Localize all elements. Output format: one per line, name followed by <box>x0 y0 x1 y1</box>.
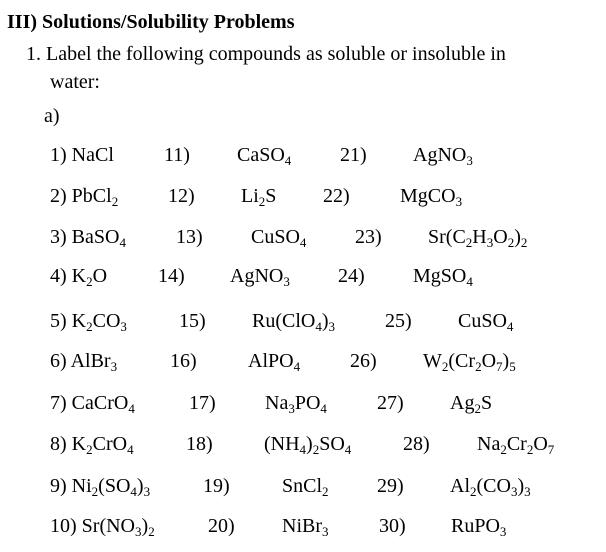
item-number: 27) <box>377 392 404 414</box>
item-number: 15) <box>179 310 206 332</box>
formula-subscript: 3 <box>510 484 518 499</box>
formula-subscript: 4 <box>130 484 137 499</box>
formula-text: CuSO <box>251 226 300 248</box>
formula-subscript: 4 <box>127 442 134 457</box>
compound-row <box>0 433 606 463</box>
item-number: 5) <box>50 310 72 332</box>
formula-subscript: 7 <box>496 359 503 374</box>
compound-formula <box>72 144 114 166</box>
compound-formula <box>241 185 276 208</box>
formula-text: PbCl <box>71 185 112 207</box>
formula-subscript: 2 <box>465 235 473 250</box>
item-number: 13) <box>176 226 203 248</box>
formula-text: O <box>481 350 497 372</box>
formula-text: AlBr <box>70 350 111 372</box>
compound-formula <box>423 350 516 373</box>
compound-formula <box>72 433 134 455</box>
formula-subscript: 2 <box>91 484 99 499</box>
formula-text: K <box>71 310 87 332</box>
formula-text: BaSO <box>71 226 120 248</box>
formula-subscript: 2 <box>322 484 329 499</box>
formula-subscript: 2 <box>507 235 515 250</box>
compound-formula <box>450 475 531 498</box>
formula-text: O <box>92 265 108 287</box>
compound-row <box>0 515 606 545</box>
formula-subscript: 4 <box>284 153 292 168</box>
formula-subscript: 2 <box>475 359 482 374</box>
formula-text: (NH <box>264 433 300 455</box>
formula-text: K <box>71 433 87 455</box>
formula-text: AgNO <box>230 265 284 287</box>
formula-subscript: 2 <box>148 524 155 539</box>
formula-text: CaCrO <box>71 392 129 414</box>
formula-subscript: 2 <box>86 274 93 289</box>
compound-item <box>50 185 118 208</box>
item-number: 25) <box>385 310 412 332</box>
formula-subscript: 3 <box>524 484 531 499</box>
item-number: 28) <box>403 433 430 455</box>
compound-item <box>50 392 135 415</box>
formula-text: O <box>533 433 548 455</box>
formula-text: SO <box>319 433 345 455</box>
compound-row <box>0 392 606 422</box>
formula-text: Na <box>265 392 289 414</box>
formula-text: H <box>472 226 487 248</box>
formula-subscript: 4 <box>344 442 352 457</box>
item-number: 3) <box>50 226 72 248</box>
item-number: 18) <box>186 433 213 455</box>
formula-subscript: 4 <box>466 274 473 289</box>
formula-text: CO <box>92 310 121 332</box>
formula-text: W <box>423 350 442 372</box>
formula-text: (SO <box>98 475 131 497</box>
compound-row <box>0 185 606 215</box>
item-number: 12) <box>168 185 195 207</box>
item-number: 24) <box>338 265 365 287</box>
compound-formula <box>72 392 135 414</box>
compound-formula <box>451 515 506 538</box>
formula-text: K <box>71 265 87 287</box>
formula-subscript: 2 <box>474 401 481 416</box>
compound-item <box>50 515 155 538</box>
formula-text: PO <box>294 392 321 414</box>
section-heading: III) Solutions/Solubility Problems <box>7 11 295 33</box>
formula-text: Ni <box>71 475 92 497</box>
formula-subscript: 4 <box>293 359 301 374</box>
compound-item <box>50 310 127 333</box>
item-number: 2) <box>50 185 72 207</box>
formula-text: CuSO <box>458 310 507 332</box>
compound-row <box>0 144 606 174</box>
formula-subscript: 3 <box>466 153 473 168</box>
compound-formula <box>400 185 462 208</box>
item-number: 19) <box>203 475 230 497</box>
formula-subscript: 3 <box>143 484 151 499</box>
formula-subscript: 4 <box>128 401 135 416</box>
formula-text: CaSO <box>237 144 285 166</box>
item-number: 20) <box>208 515 235 537</box>
formula-subscript: 5 <box>509 359 516 374</box>
formula-subscript: 3 <box>322 524 329 539</box>
compound-formula <box>230 265 290 288</box>
compound-formula <box>72 265 107 287</box>
formula-subscript: 2 <box>520 235 528 250</box>
compound-item <box>50 144 114 167</box>
compound-item <box>50 475 150 498</box>
item-number: 4) <box>50 265 72 287</box>
compound-row <box>0 265 606 295</box>
item-number: 17) <box>189 392 216 414</box>
formula-subscript: 3 <box>328 319 336 334</box>
compound-formula <box>264 433 351 456</box>
question-text-line1: Label the following compounds as soluble or insoluble in <box>46 43 506 65</box>
formula-text: O <box>493 226 508 248</box>
item-number: 1) <box>50 144 72 166</box>
compound-formula <box>72 475 150 497</box>
compound-row <box>0 226 606 256</box>
formula-text: Sr(C <box>428 226 466 248</box>
compound-formula <box>252 310 335 333</box>
formula-text: ) <box>321 310 329 332</box>
formula-subscript: 3 <box>499 524 507 539</box>
formula-text: AlPO <box>248 350 294 372</box>
formula-subscript: 3 <box>135 524 142 539</box>
formula-text: ) <box>141 515 149 537</box>
formula-text: ) <box>502 350 510 372</box>
question-number: 1. <box>26 43 41 65</box>
compound-row <box>0 310 606 340</box>
compound-formula <box>428 226 527 249</box>
item-number: 8) <box>50 433 72 455</box>
formula-text: ) <box>136 475 144 497</box>
formula-text: Ag <box>450 392 475 414</box>
formula-subscript: 3 <box>120 319 127 334</box>
formula-subscript: 4 <box>299 442 307 457</box>
formula-text: MgSO <box>413 265 467 287</box>
item-number: 10) <box>50 515 82 537</box>
formula-text: Na <box>477 433 501 455</box>
item-number: 7) <box>50 392 72 414</box>
item-number: 9) <box>50 475 72 497</box>
formula-text: AgNO <box>413 144 467 166</box>
formula-subscript: 4 <box>299 235 307 250</box>
formula-subscript: 3 <box>288 401 295 416</box>
question-1 <box>26 40 586 96</box>
formula-text: SnCl <box>282 475 323 497</box>
compound-item <box>50 433 134 456</box>
compound-formula <box>458 310 513 333</box>
formula-text: ) <box>517 475 525 497</box>
compound-row <box>0 350 606 380</box>
compound-formula <box>237 144 291 167</box>
item-number: 14) <box>158 265 185 287</box>
compound-item <box>50 350 117 373</box>
formula-text: Cr <box>506 433 527 455</box>
formula-text: MgCO <box>400 185 456 207</box>
compound-formula <box>413 265 473 288</box>
compound-formula <box>265 392 327 415</box>
formula-subscript: 2 <box>111 194 119 209</box>
item-number: 21) <box>340 144 367 166</box>
formula-subscript: 3 <box>486 235 494 250</box>
compound-formula <box>72 226 126 248</box>
item-number: 11) <box>164 144 190 166</box>
compound-formula <box>71 350 118 372</box>
formula-subscript: 2 <box>441 359 449 374</box>
formula-subscript: 2 <box>526 442 534 457</box>
formula-text: RuPO <box>451 515 500 537</box>
formula-subscript: 2 <box>500 442 507 457</box>
formula-subscript: 2 <box>312 442 320 457</box>
formula-text: NiBr <box>282 515 322 537</box>
compound-formula <box>477 433 554 456</box>
compound-formula <box>282 475 329 498</box>
compound-formula <box>248 350 300 373</box>
compound-formula <box>282 515 329 538</box>
formula-text: (CO <box>476 475 511 497</box>
formula-subscript: 2 <box>470 484 477 499</box>
formula-text: Li <box>241 185 259 207</box>
compound-formula <box>251 226 306 249</box>
item-number: 22) <box>323 185 350 207</box>
compound-item <box>50 226 126 249</box>
formula-text: CrO <box>92 433 128 455</box>
formula-text: NaCl <box>71 144 114 166</box>
compound-formula <box>72 185 119 207</box>
compound-formula <box>413 144 473 167</box>
formula-subscript: 7 <box>547 442 555 457</box>
formula-text: Sr(NO <box>81 515 136 537</box>
compound-formula <box>82 515 155 537</box>
formula-text: ) <box>514 226 521 248</box>
item-number: 6) <box>50 350 71 372</box>
compound-formula <box>72 310 127 332</box>
item-number: 23) <box>355 226 382 248</box>
formula-subscript: 2 <box>86 442 93 457</box>
item-number: 29) <box>377 475 404 497</box>
item-number: 26) <box>350 350 377 372</box>
formula-subscript: 4 <box>119 235 126 250</box>
formula-subscript: 4 <box>320 401 327 416</box>
compound-formula <box>450 392 492 415</box>
formula-subscript: 3 <box>110 359 118 374</box>
item-number: 16) <box>170 350 197 372</box>
compound-row <box>0 475 606 505</box>
formula-text: Al <box>450 475 470 497</box>
formula-text: S <box>265 185 277 207</box>
formula-text: Ru(ClO <box>252 310 316 332</box>
formula-text: S <box>480 392 493 414</box>
formula-text: (Cr <box>448 350 476 372</box>
formula-text: ) <box>306 433 313 455</box>
formula-subscript: 3 <box>455 194 463 209</box>
formula-subscript: 3 <box>283 274 290 289</box>
question-text-line2: water: <box>50 71 100 93</box>
part-label: a) <box>44 105 60 127</box>
formula-subscript: 4 <box>506 319 514 334</box>
item-number: 30) <box>379 515 406 537</box>
formula-subscript: 4 <box>315 319 322 334</box>
compound-item <box>50 265 107 288</box>
formula-subscript: 2 <box>258 194 266 209</box>
formula-subscript: 2 <box>86 319 93 334</box>
